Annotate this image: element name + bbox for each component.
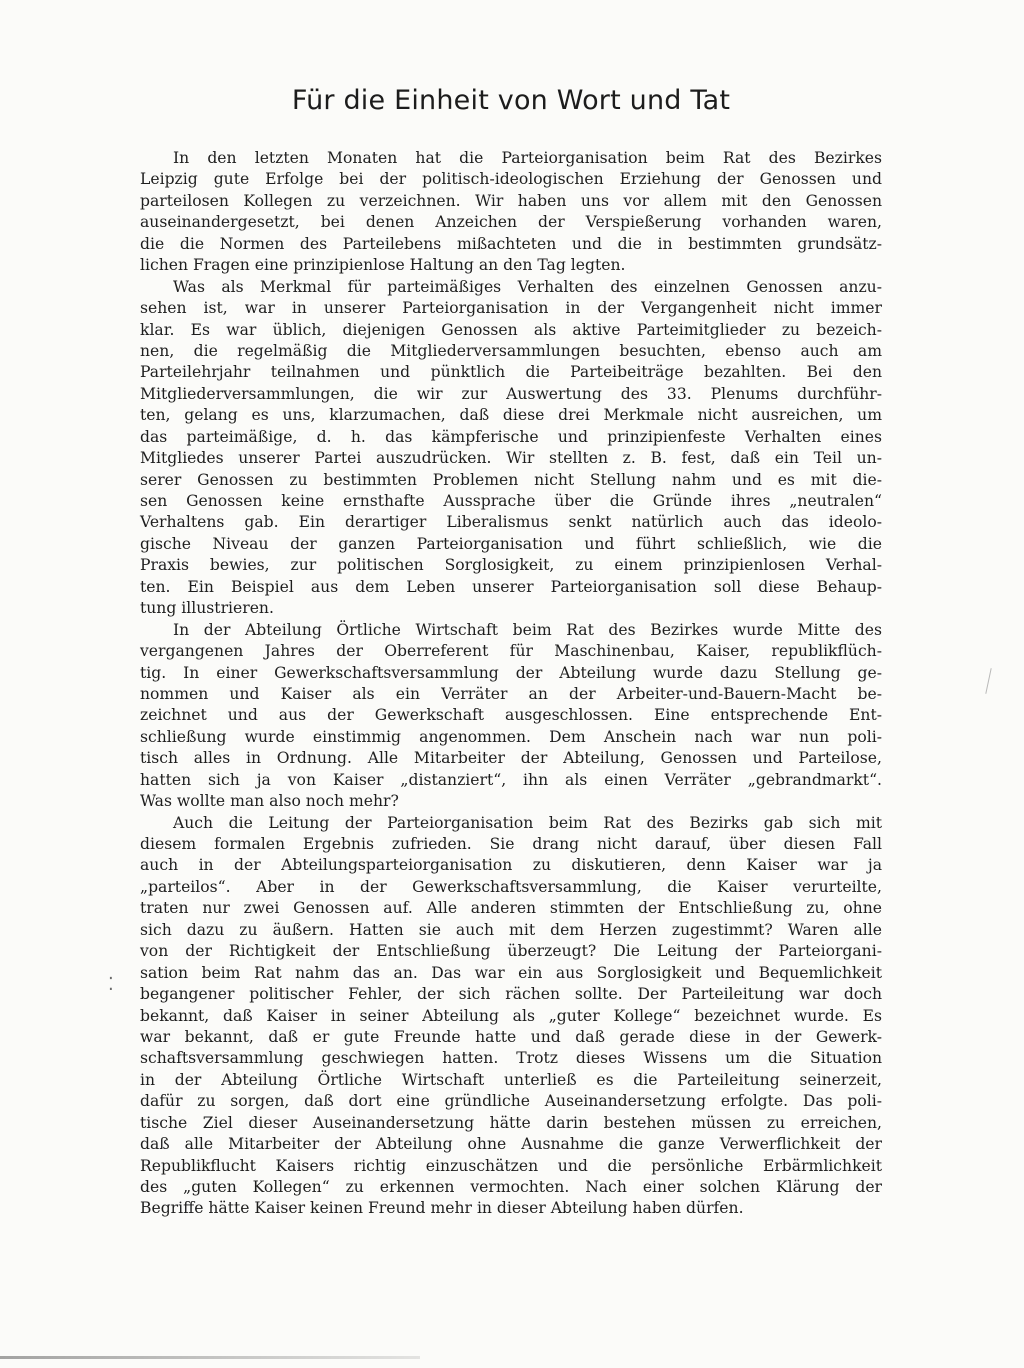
text-line: nommen und Kaiser als ein Verräter an der Arbeiter-und-Bauern-Macht be- — [140, 684, 882, 703]
text-line: Parteilehrjahr teilnahmen und pünktlich die Parteibeiträge bezahlten. Bei den — [140, 363, 882, 382]
text-line: daß alle Mitarbeiter der Abteilung ohne Ausnahme die ganze Verwerflichkeit der — [140, 1135, 882, 1154]
text-line: ten, gelang es uns, klarzumachen, daß diese drei Merkmale nicht ausreichen, um — [140, 406, 882, 425]
paragraph — [140, 148, 882, 277]
text-line: Begriffe hätte Kaiser keinen Freund mehr in dieser Abteilung haben dürfen. — [140, 1199, 744, 1218]
text-line: Was wollte man also noch mehr? — [140, 792, 399, 811]
text-line: in der Abteilung Örtliche Wirtschaft unterließ es die Parteileitung seinerzeit, — [140, 1070, 882, 1089]
text-line: traten nur zwei Genossen auf. Alle anderen stimmten der Entschließung zu, ohne — [140, 899, 882, 918]
text-line: bekannt, daß Kaiser in seiner Abteilung als „guter Kollege“ bezeichnet wurde. Es — [140, 1006, 882, 1025]
text-line: vergangenen Jahres der Oberreferent für Maschinenbau, Kaiser, republikflüch- — [140, 642, 882, 661]
text-line: tung illustrieren. — [140, 599, 274, 618]
text-line: ten. Ein Beispiel aus dem Leben unserer Parteiorganisation soll diese Behaup- — [140, 577, 882, 596]
text-line: Praxis bewies, zur politischen Sorglosigkeit, zu einem prinzipienlosen Verhal- — [140, 556, 882, 575]
text-line: auch in der Abteilungsparteiorganisation zu diskutieren, denn Kaiser war ja — [140, 856, 882, 875]
text-line: von der Richtigkeit der Entschließung überzeugt? Die Leitung der Parteiorgani- — [140, 942, 882, 961]
text-line: Verhaltens gab. Ein derartiger Liberalismus senkt natürlich auch das ideolo- — [140, 513, 882, 532]
text-line: sen Genossen keine ernsthafte Aussprache über die Gründe ihres „neutralen“ — [140, 492, 882, 510]
text-line: das parteimäßige, d. h. das kämpferische und prinzipienfeste Verhalten eines — [140, 427, 882, 446]
text-line: begangener politischer Fehler, der sich rächen sollte. Der Parteileitung war doch — [140, 985, 882, 1004]
text-line: zeichnet und aus der Gewerkschaft ausgeschlossen. Eine entsprechende Ent- — [140, 706, 882, 725]
text-line: lichen Fragen eine prinzipienlose Haltung an den Tag legten. — [140, 256, 626, 275]
text-line: Mitgliedes unserer Partei auszudrücken. Wir stellten z. B. fest, daß ein Teil un- — [140, 449, 882, 468]
scan-artifact-mark — [985, 668, 991, 694]
text-line: In der Abteilung Örtliche Wirtschaft beim Rat des Bezirkes wurde Mitte des — [173, 620, 882, 639]
text-line: schaftsversammlung geschwiegen hatten. Trotz dieses Wissens um die Situation — [140, 1049, 882, 1068]
text-line: Auch die Leitung der Parteiorganisation beim Rat des Bezirks gab sich mit — [173, 813, 882, 832]
text-line: Was als Merkmal für parteimäßiges Verhalten des einzelnen Genossen anzu- — [173, 277, 882, 296]
text-line: war bekannt, daß er gute Freunde hatte und daß gerade diese in der Gewerk- — [140, 1027, 882, 1046]
text-line: Mitgliederversammlungen, die wir zur Auswertung des 33. Plenums durchführ- — [140, 384, 882, 403]
text-line: gische Niveau der ganzen Parteiorganisation und führt schließlich, wie die — [140, 534, 882, 553]
article-title: Für die Einheit von Wort und Tat — [291, 85, 731, 116]
paragraph — [140, 813, 882, 1220]
text-line: schließung wurde einstimmig angenommen. Dem Anschein nach war nun poli- — [140, 727, 882, 746]
text-line: parteilosen Kollegen zu verzeichnen. Wir haben uns vor allem mit den Genossen — [140, 191, 882, 210]
text-line: In den letzten Monaten hat die Parteiorganisation beim Rat des Bezirkes — [173, 149, 882, 167]
scan-artifact-dot: ⁚ — [108, 974, 114, 995]
text-line: diesem formalen Ergebnis zufrieden. Sie drang nicht darauf, über diesen Fall — [140, 835, 882, 853]
text-line: sation beim Rat nahm das an. Das war ein aus Sorglosigkeit und Bequemlichkeit — [140, 963, 882, 982]
paragraph — [140, 620, 882, 813]
paragraph — [140, 277, 882, 620]
scan-artifact-edge — [0, 1356, 420, 1359]
text-line: auseinandergesetzt, bei denen Anzeichen der Verspießerung vorhanden waren, — [140, 213, 882, 232]
text-line: „parteilos“. Aber in der Gewerkschaftsversammlung, die Kaiser verurteilte, — [140, 877, 882, 896]
text-line: tische Ziel dieser Auseinandersetzung hätte darin bestehen müssen zu erreichen, — [140, 1113, 882, 1132]
text-line: klar. Es war üblich, diejenigen Genossen als aktive Parteimitglieder zu bezeich- — [140, 320, 882, 339]
text-line: dafür zu sorgen, daß dort eine gründliche Auseinandersetzung erfolgte. Das poli- — [140, 1092, 882, 1111]
text-line: nen, die regelmäßig die Mitgliederversammlungen besuchten, ebenso auch am — [140, 341, 882, 360]
text-line: sich dazu zu äußern. Hatten sie auch mit dem Herzen zugestimmt? Waren alle — [140, 920, 882, 939]
text-line: tig. In einer Gewerkschaftsversammlung der Abteilung wurde dazu Stellung ge- — [140, 663, 882, 682]
text-line: hatten sich ja von Kaiser „distanziert“, ihn als einen Verräter „gebrandmarkt“. — [140, 770, 882, 789]
text-line: die die Normen des Parteilebens mißachteten und die in bestimmten grundsätz- — [140, 234, 882, 253]
article — [140, 84, 882, 1220]
article-body — [140, 148, 882, 1220]
text-line: Leipzig gute Erfolge bei der politisch-ideologischen Erziehung der Genossen und — [140, 170, 882, 189]
text-line: Republikflucht Kaisers richtig einzuschätzen und die persönliche Erbärmlichkeit — [140, 1156, 882, 1175]
text-line: des „guten Kollegen“ zu erkennen vermochten. Nach einer solchen Klärung der — [140, 1178, 882, 1196]
text-line: serer Genossen zu bestimmten Problemen nicht Stellung nahm und es mit die- — [140, 470, 882, 489]
text-line: tisch alles in Ordnung. Alle Mitarbeiter der Abteilung, Genossen und Parteilose, — [140, 749, 882, 768]
text-line: sehen ist, war in unserer Parteiorganisation in der Vergangenheit nicht immer — [140, 299, 882, 318]
